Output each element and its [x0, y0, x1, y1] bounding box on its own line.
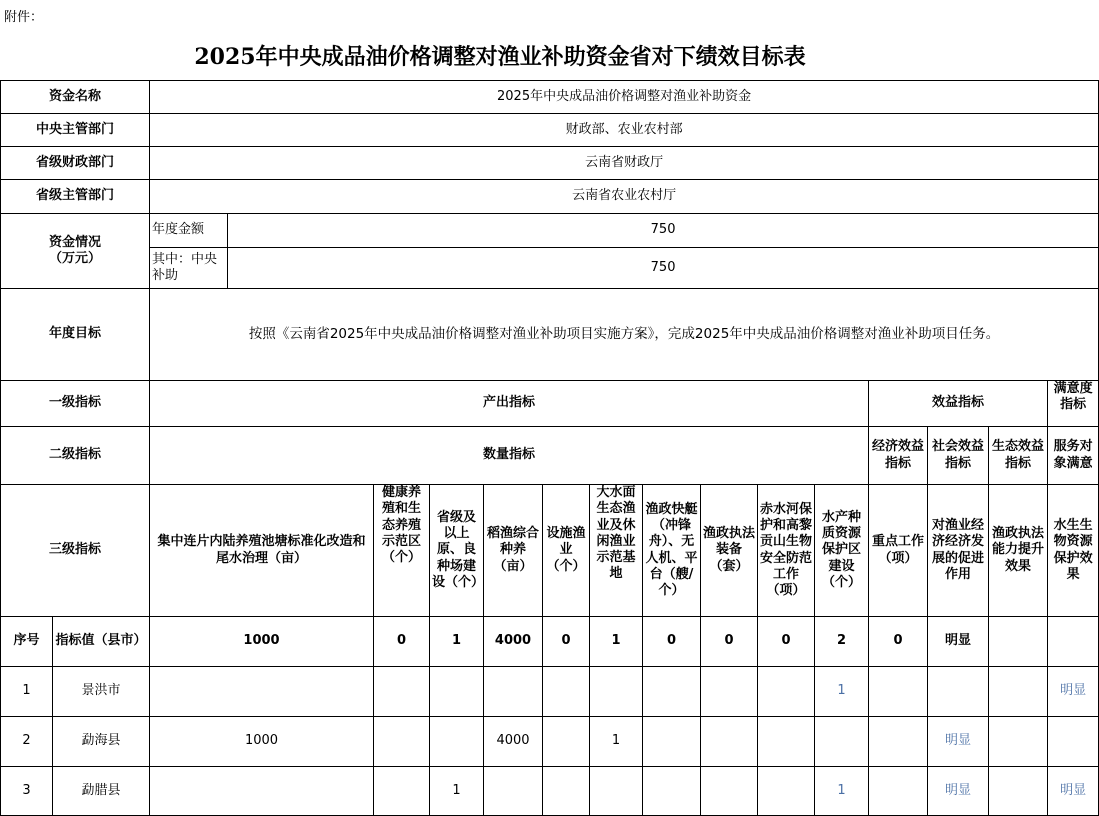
- row-cell: [150, 667, 374, 717]
- row-cell: [989, 766, 1048, 816]
- row-cell: 明显: [928, 716, 989, 766]
- level2-label: 二级指标: [1, 427, 150, 485]
- target-value: 1: [430, 617, 484, 667]
- row-cell: 明显: [1048, 766, 1099, 816]
- target-value: 0: [869, 617, 928, 667]
- row-cell: 明显: [928, 766, 989, 816]
- level3-indicator: 水生生物资源保护效果: [1053, 518, 1093, 582]
- annual-goal-value: 按照《云南省2025年中央成品油价格调整对渔业补助项目实施方案》，完成2025年中央成品油价格调整对渔业补助项目任务。: [150, 289, 1099, 381]
- row-cell: [815, 716, 869, 766]
- fund-name-value: 2025年中央成品油价格调整对渔业补助资金: [150, 81, 1099, 114]
- row-cell: [374, 716, 430, 766]
- level3-indicator: 赤水河保护和高黎贡山生物安全防范工作（项）: [760, 501, 813, 598]
- row-cell: 4000: [484, 716, 543, 766]
- attachment-label: 附件：: [4, 10, 44, 25]
- row-cell: 1000: [150, 716, 374, 766]
- row-seq: 3: [1, 766, 53, 816]
- level3-label: 三级指标: [1, 485, 150, 617]
- central-dept-label: 中央主管部门: [1, 114, 150, 147]
- level3-indicator: 渔政执法装备（套）: [703, 526, 756, 574]
- target-value: 0: [643, 617, 701, 667]
- row-cell: [869, 716, 928, 766]
- social-benefit-indicator: 社会效益指标: [928, 427, 989, 485]
- prov-finance-label: 省级财政部门: [1, 147, 150, 180]
- level1-label: 一级指标: [1, 381, 150, 427]
- level3-indicator: 渔政执法能力提升效果: [992, 526, 1045, 574]
- row-name: 勐腊县: [53, 766, 150, 816]
- service-satisfaction-indicator: 服务对象满意: [1048, 427, 1099, 485]
- satisfaction-indicator: 满意度指标: [1053, 381, 1093, 413]
- level3-indicator: 大水面生态渔业及休闲渔业示范基地: [596, 485, 636, 582]
- table-row: [1, 716, 1099, 766]
- target-value: 1000: [150, 617, 374, 667]
- row-cell: [150, 766, 374, 816]
- row-cell: [701, 766, 758, 816]
- level3-indicator: 稻渔综合种养（亩）: [487, 526, 540, 574]
- target-header: 指标值（县市）: [53, 617, 150, 667]
- row-seq: 1: [1, 667, 53, 717]
- annual-amount-label: 年度金额: [150, 214, 228, 248]
- level3-indicator: 设施渔业（个）: [546, 526, 586, 574]
- benefit-indicator: 效益指标: [869, 381, 1048, 427]
- target-value: 0: [758, 617, 815, 667]
- row-cell: [590, 667, 643, 717]
- quantity-indicator: 数量指标: [150, 427, 869, 485]
- seq-header: 序号: [1, 617, 53, 667]
- level3-indicator: 水产种质资源保护区建设（个）: [822, 509, 862, 590]
- row-cell: [869, 766, 928, 816]
- row-cell: [430, 667, 484, 717]
- row-cell: [701, 667, 758, 717]
- target-value: 0: [701, 617, 758, 667]
- level3-indicator: 对渔业经济经济发展的促进作用: [932, 518, 985, 582]
- row-cell: [590, 766, 643, 816]
- target-value: 1: [590, 617, 643, 667]
- row-name: 景洪市: [53, 667, 150, 717]
- row-cell: [758, 766, 815, 816]
- target-value: 0: [374, 617, 430, 667]
- row-cell: 1: [590, 716, 643, 766]
- central-subsidy-value: 750: [228, 248, 1099, 289]
- target-value: 2: [815, 617, 869, 667]
- table-row: [1, 667, 1099, 717]
- row-cell: [869, 667, 928, 717]
- annual-goal-label: 年度目标: [1, 289, 150, 381]
- row-cell: [543, 667, 590, 717]
- row-cell: [1048, 716, 1099, 766]
- row-cell: [374, 766, 430, 816]
- funds-label: 资金情况 （万元）: [1, 214, 150, 289]
- row-cell: [643, 766, 701, 816]
- row-cell: [701, 716, 758, 766]
- target-value: 4000: [484, 617, 543, 667]
- row-seq: 2: [1, 716, 53, 766]
- row-cell: [484, 667, 543, 717]
- central-dept-value: 财政部、农业农村部: [150, 114, 1099, 147]
- prov-dept-label: 省级主管部门: [1, 180, 150, 214]
- fund-name-label: 资金名称: [1, 81, 150, 114]
- performance-target-table: [0, 80, 1099, 816]
- level3-indicator: 健康养殖和生态养殖示范区（个）: [382, 485, 422, 565]
- row-cell: [484, 766, 543, 816]
- row-cell: [928, 667, 989, 717]
- row-cell: 1: [430, 766, 484, 816]
- annual-amount-value: 750: [228, 214, 1099, 248]
- row-cell: [758, 716, 815, 766]
- level3-indicator: 渔政快艇（冲锋舟）、无人机、平台（艘/个）: [645, 501, 698, 598]
- level3-indicator: 重点工作（项）: [872, 534, 925, 566]
- row-cell: [643, 667, 701, 717]
- row-cell: [543, 716, 590, 766]
- target-value: [989, 617, 1048, 667]
- row-cell: [989, 667, 1048, 717]
- row-cell: [430, 716, 484, 766]
- document-title: 2025年中央成品油价格调整对渔业补助资金省对下绩效目标表: [194, 44, 806, 70]
- row-cell: 明显: [1048, 667, 1099, 717]
- economic-benefit-indicator: 经济效益指标: [869, 427, 928, 485]
- row-cell: [643, 716, 701, 766]
- table-row: [1, 766, 1099, 816]
- target-value: [1048, 617, 1099, 667]
- row-cell: [543, 766, 590, 816]
- level3-indicator: 省级及以上原、良种场建设（个）: [432, 509, 485, 590]
- row-cell: [989, 716, 1048, 766]
- prov-dept-value: 云南省农业农村厅: [150, 180, 1099, 214]
- row-cell: [374, 667, 430, 717]
- level3-indicator: 集中连片内陆养殖池塘标准化改造和尾水治理（亩）: [157, 534, 366, 566]
- row-cell: 1: [815, 766, 869, 816]
- row-cell: [758, 667, 815, 717]
- output-indicator: 产出指标: [150, 381, 869, 427]
- target-value: 明显: [928, 617, 989, 667]
- row-name: 勐海县: [53, 716, 150, 766]
- row-cell: 1: [815, 667, 869, 717]
- central-subsidy-label: 其中：中央补助: [150, 248, 228, 289]
- ecological-benefit-indicator: 生态效益指标: [989, 427, 1048, 485]
- prov-finance-value: 云南省财政厅: [150, 147, 1099, 180]
- target-value: 0: [543, 617, 590, 667]
